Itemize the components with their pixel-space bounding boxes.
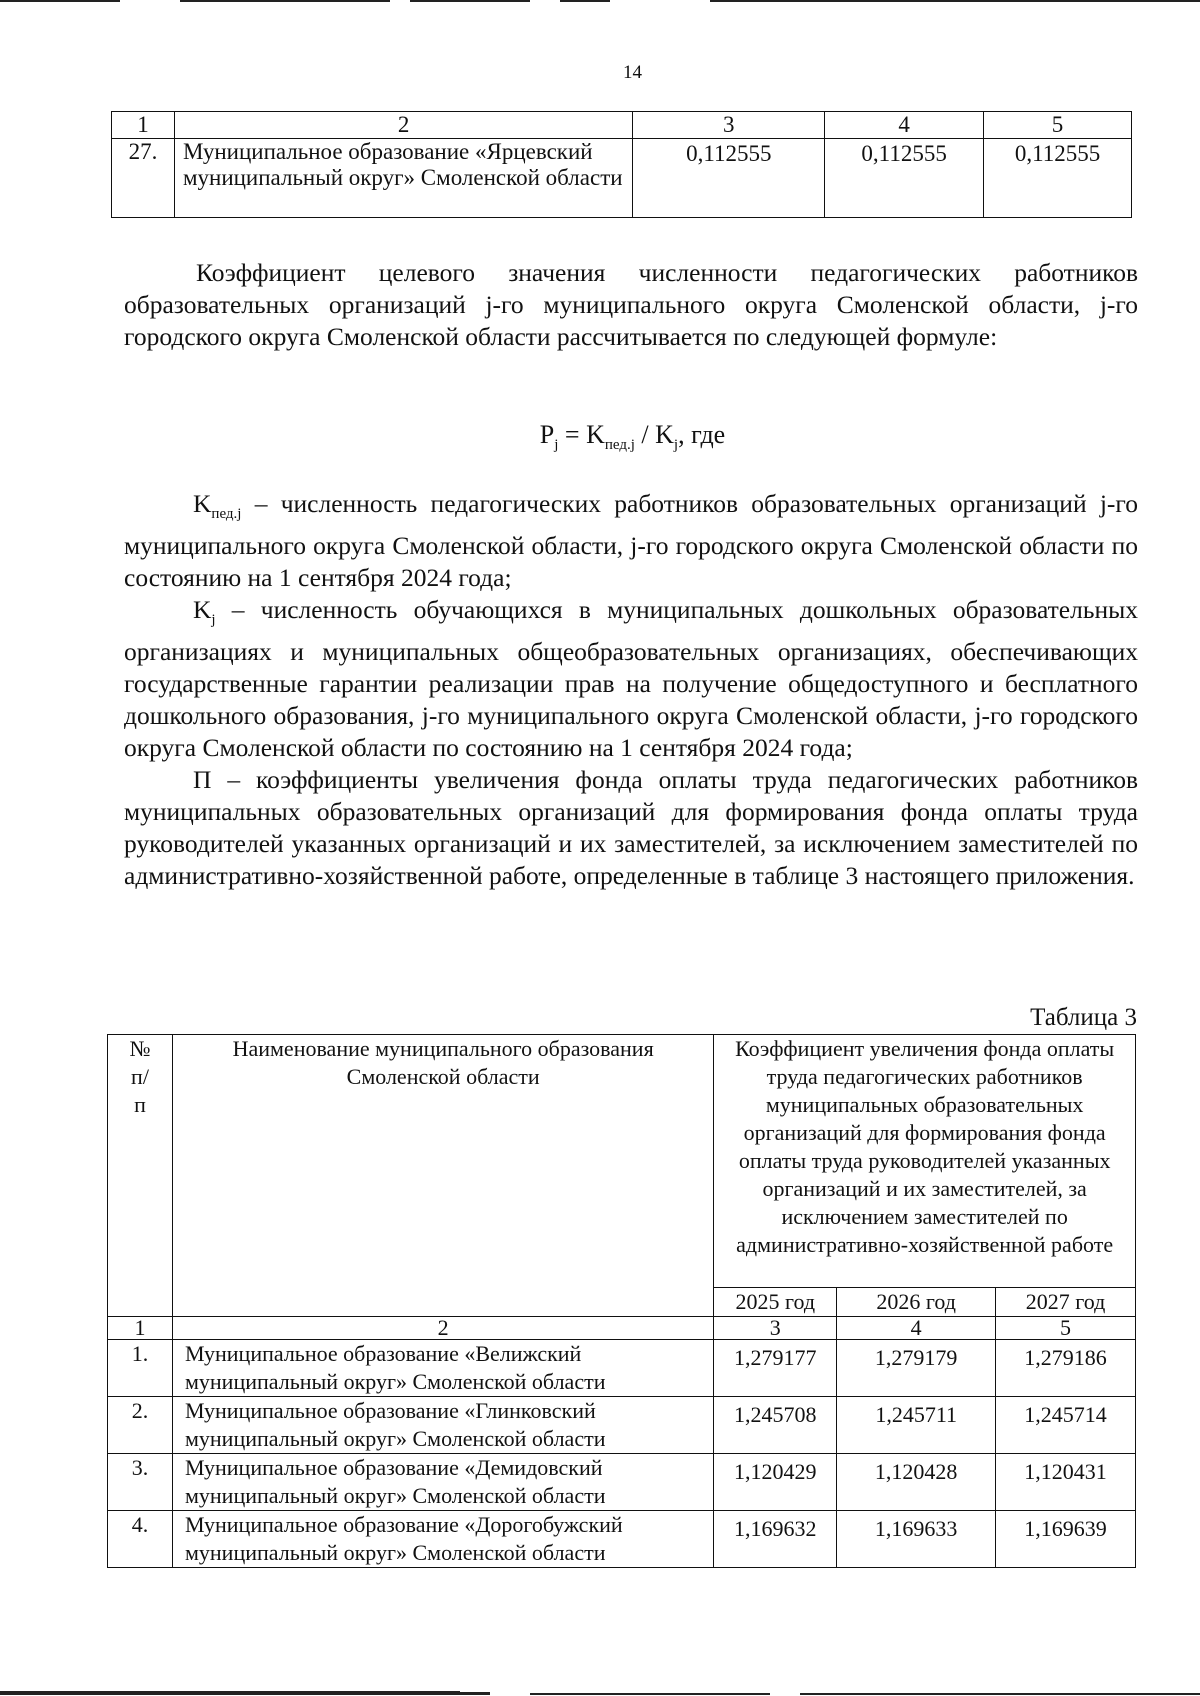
column-number: 3	[714, 1317, 837, 1340]
row-number: 4.	[108, 1511, 173, 1568]
municipality-name: Муниципальное образование «Глинковский муниципальный округ» Смоленской области	[172, 1397, 713, 1454]
def-text: – численность обучающихся в муниципальных дошкольных образовательных организациях и муниципальных общеобразовательных организациях, обеспечивающих государственные гарантии реализации прав на получение общедоступного и бесплатного дошкольного образования, j-го муниципального округа Смоленской области, j-го городского округа Смоленской области по состоянию на 1 сентября 2024 года;	[124, 595, 1138, 763]
header-name: Наименование муниципального образования Смоленской области	[172, 1035, 713, 1317]
def-symbol: П	[193, 765, 212, 795]
scan-edge-top	[710, 0, 1200, 2]
value-cell: 1,120428	[837, 1454, 996, 1511]
def-text: – численность педагогических работников образовательных организаций j-го муниципального округа Смоленской области, j-го городского округа Смоленской области по состоянию на 1 сентября 2024 года;	[124, 489, 1138, 593]
def-symbol: K	[193, 595, 212, 625]
definition-item	[124, 594, 1138, 764]
value-cell: 1,169639	[996, 1511, 1136, 1568]
scan-edge-top	[0, 0, 120, 2]
value-cell: 1,120429	[714, 1454, 837, 1511]
table-header-row	[108, 1035, 1136, 1288]
value-cell: 1,245714	[996, 1397, 1136, 1454]
header-cell: 4	[825, 112, 984, 139]
scan-edge-bottom	[530, 1693, 770, 1695]
value-cell: 1,279179	[837, 1340, 996, 1397]
formula-sub: пед.j	[604, 437, 635, 454]
municipality-name: Муниципальное образование «Демидовский муниципальный округ» Смоленской области	[172, 1454, 713, 1511]
table-header-row	[112, 112, 1132, 139]
definition-item	[124, 764, 1138, 892]
table-row	[108, 1397, 1136, 1454]
value-cell: 0,112555	[633, 139, 825, 218]
header-cell: 1	[112, 112, 175, 139]
value-cell: 0,112555	[825, 139, 984, 218]
municipality-name: Муниципальное образование «Велижский муниципальный округ» Смоленской области	[172, 1340, 713, 1397]
value-cell: 1,279177	[714, 1340, 837, 1397]
table-row	[108, 1454, 1136, 1511]
formula	[0, 420, 1200, 454]
table-row	[108, 1511, 1136, 1568]
column-number: 4	[837, 1317, 996, 1340]
table-row	[112, 139, 1132, 218]
def-symbol-sub: пед.j	[211, 506, 242, 523]
coefficient-table	[107, 1034, 1136, 1568]
formula-part: / K	[634, 420, 674, 449]
formula-lhs: P	[539, 420, 555, 449]
row-number: 1.	[108, 1340, 173, 1397]
header-cell: 5	[984, 112, 1132, 139]
scan-edge-bottom	[800, 1693, 1200, 1695]
formula-sub: j	[554, 437, 559, 454]
column-number: 5	[996, 1317, 1136, 1340]
value-cell: 1,169632	[714, 1511, 837, 1568]
municipality-name: Муниципальное образование «Ярцевский муниципальный округ» Смоленской области	[174, 139, 632, 218]
year-header: 2026 год	[837, 1288, 996, 1317]
header-cell: 3	[633, 112, 825, 139]
table-row	[108, 1340, 1136, 1397]
def-symbol-sub: j	[211, 612, 216, 629]
definitions	[124, 488, 1138, 892]
definition-item	[124, 488, 1138, 594]
scan-edge-bottom	[0, 1691, 460, 1695]
value-cell: 1,169633	[837, 1511, 996, 1568]
municipality-name: Муниципальное образование «Дорогобужский муниципальный округ» Смоленской области	[172, 1511, 713, 1568]
table-continuation	[111, 111, 1132, 218]
scan-edge-top	[180, 0, 390, 2]
table-caption: Таблица 3	[1030, 1004, 1137, 1031]
header-cell: 2	[174, 112, 632, 139]
formula-part: , где	[678, 420, 726, 449]
value-cell: 1,245708	[714, 1397, 837, 1454]
year-header: 2027 год	[996, 1288, 1136, 1317]
scan-edge-top	[560, 0, 610, 2]
value-cell: 1,120431	[996, 1454, 1136, 1511]
column-number: 2	[172, 1317, 713, 1340]
scan-edge-bottom	[460, 1692, 490, 1695]
value-cell: 1,279186	[996, 1340, 1136, 1397]
column-number-row	[108, 1317, 1136, 1340]
row-number: 2.	[108, 1397, 173, 1454]
def-text: – коэффициенты увеличения фонда оплаты труда педагогических работников муниципальных образовательных организаций для формирования фонда оплаты труда руководителей указанных организаций и их заместителей, за исключением заместителей по административно-хозяйственной работе, определенные в таблице 3 настоящего приложения.	[124, 765, 1138, 891]
row-number: 27.	[112, 139, 175, 218]
value-cell: 0,112555	[984, 139, 1132, 218]
def-symbol: K	[193, 489, 212, 518]
page-number: 14	[623, 62, 642, 83]
formula-sub: j	[673, 437, 679, 454]
column-number: 1	[108, 1317, 173, 1340]
scan-edge-top	[410, 0, 530, 2]
header-number: № п/п	[108, 1035, 173, 1317]
header-coefficient: Коэффициент увеличения фонда оплаты труда педагогических работников муниципальных образовательных организаций для формирования фонда оплаты труда руководителей указанных организаций и их заместителей, за исключением заместителей по административно-хозяйственной работе	[714, 1035, 1136, 1288]
row-number: 3.	[108, 1454, 173, 1511]
value-cell: 1,245711	[837, 1397, 996, 1454]
intro-paragraph: Коэффициент целевого значения численности педагогических работников образовательных организаций j-го муниципального округа Смоленской области, j-го городского округа Смоленской области рассчитывается по следующей формуле:	[124, 258, 1138, 351]
year-header: 2025 год	[714, 1288, 837, 1317]
formula-part: = K	[558, 420, 605, 449]
